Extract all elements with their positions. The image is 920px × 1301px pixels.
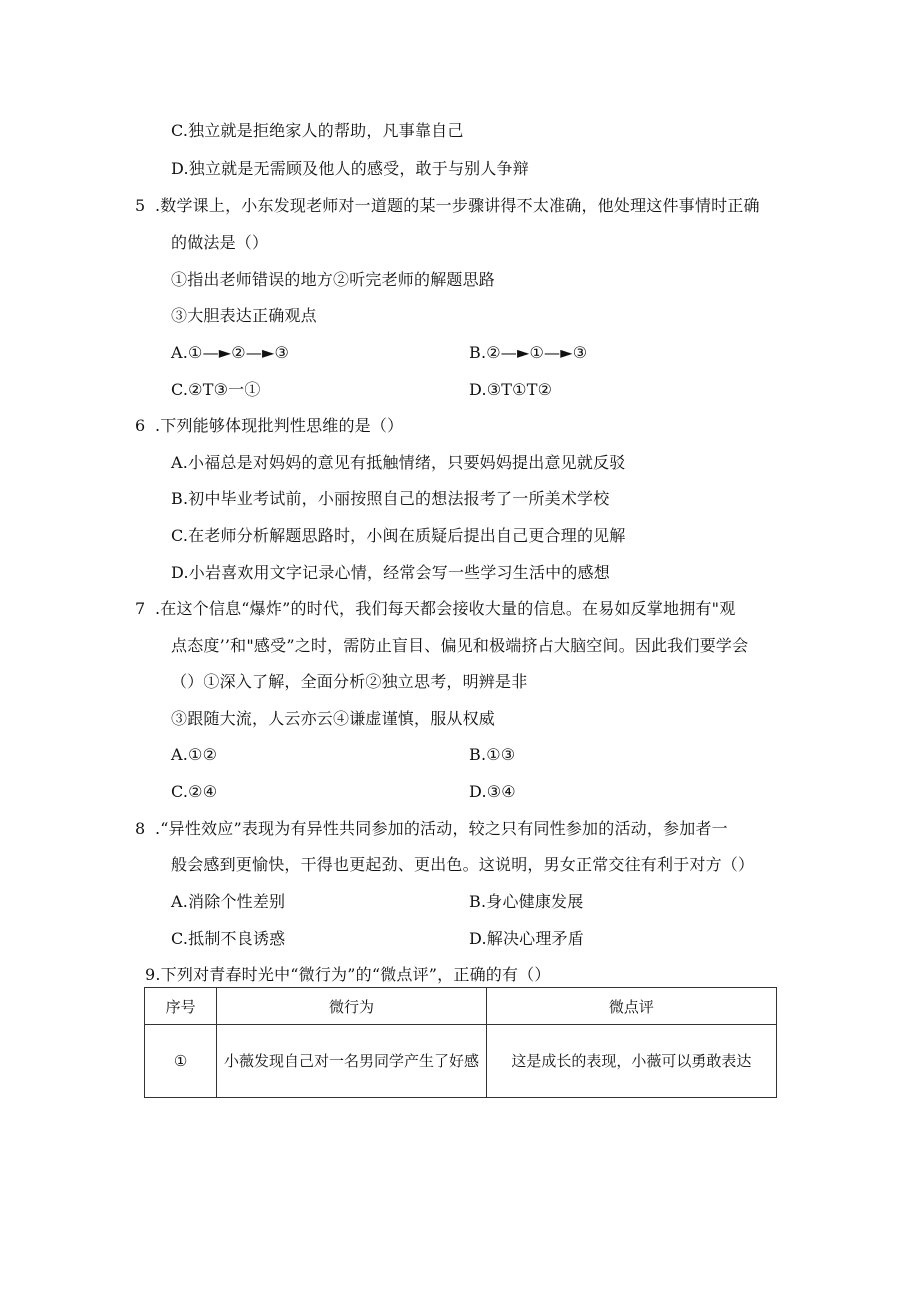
- q7-stem-line2: 点态度’’和"感受”之时，需防止盲目、偏见和极端挤占大脑空间。因此我们要学会: [171, 636, 749, 655]
- q4-option-c: C.独立就是拒绝家人的帮助，凡事靠自己: [171, 121, 464, 140]
- q7-stem-line3: （）①深入了解，全面分析②独立思考，明辨是非: [171, 672, 528, 691]
- q6-stem: .下列能够体现批判性思维的是（）: [155, 416, 404, 435]
- q9-stem: 9.下列对青春时光中“微行为”的“微点评”，正确的有（）: [145, 965, 551, 984]
- table-row: [145, 1025, 777, 1098]
- q6-number: 6: [135, 416, 146, 435]
- q7-option-d: D.③④: [469, 782, 516, 801]
- column-header-behavior: 微行为: [217, 988, 486, 1025]
- q5-stem-line2: 的做法是（）: [171, 233, 269, 252]
- q6-option-a: A.小福总是对妈妈的意见有抵触情绪，只要妈妈提出意见就反驳: [171, 453, 626, 472]
- q5-item-1: ①指出老师错误的地方②听完老师的解题思路: [171, 270, 496, 289]
- q5-number: 5: [135, 196, 146, 215]
- q8-option-c: C.抵制不良诱惑: [171, 929, 286, 948]
- q8-option-d: D.解决心理矛盾: [469, 929, 584, 948]
- q5-stem-line1: .数学课上，小东发现老师对一道题的某一步骤讲得不太准确，他处理这件事情时正确: [155, 196, 760, 215]
- q5-option-a: A.①—►②—►③: [171, 343, 290, 362]
- q7-option-c: C.②④: [171, 782, 218, 801]
- column-header-index: 序号: [145, 988, 217, 1025]
- q6-option-b: B.初中毕业考试前，小丽按照自己的想法报考了一所美术学校: [171, 489, 610, 508]
- q6-option-d: D.小岩喜欢用文字记录心情，经常会写一些学习生活中的感想: [171, 563, 610, 582]
- q9-table: [144, 987, 777, 1098]
- q7-option-a: A.①②: [171, 745, 218, 764]
- q7-stem-line1: .在这个信息“爆炸”的时代，我们每天都会接收大量的信息。在易如反掌地拥有"观: [155, 599, 736, 618]
- q4-option-d: D.独立就是无需顾及他人的感受，敢于与别人争辩: [171, 159, 529, 178]
- q8-stem-line1: .“异性效应”表现为有异性共同参加的活动，较之只有同性参加的活动，参加者一: [155, 819, 728, 838]
- q8-option-b: B.身心健康发展: [469, 892, 584, 911]
- q8-option-a: A.消除个性差别: [171, 892, 286, 911]
- q8-number: 8: [135, 819, 146, 838]
- q5-option-c: C.②T③一①: [171, 380, 261, 399]
- row-index-cell: ①: [145, 1025, 217, 1098]
- q7-stem-line4: ③跟随大流，人云亦云④谦虚谨慎，服从权威: [171, 709, 496, 728]
- q5-option-b: B.②—►①—►③: [469, 343, 588, 362]
- column-header-comment: 微点评: [486, 988, 776, 1025]
- row-comment-cell: 这是成长的表现，小薇可以勇敢表达: [486, 1025, 776, 1098]
- table-header-row: [145, 988, 777, 1025]
- q5-item-2: ③大胆表达正确观点: [171, 306, 317, 325]
- row-behavior-cell: 小薇发现自己对一名男同学产生了好感: [217, 1025, 486, 1098]
- q5-option-d: D.③T①T②: [469, 380, 553, 399]
- q8-stem-line2: 般会感到更愉快，干得也更起劲、更出色。这说明，男女正常交往有利于对方（）: [171, 855, 755, 874]
- q7-number: 7: [135, 599, 146, 618]
- q6-option-c: C.在老师分析解题思路时，小闽在质疑后提出自己更合理的见解: [171, 526, 626, 545]
- q7-option-b: B.①③: [469, 745, 516, 764]
